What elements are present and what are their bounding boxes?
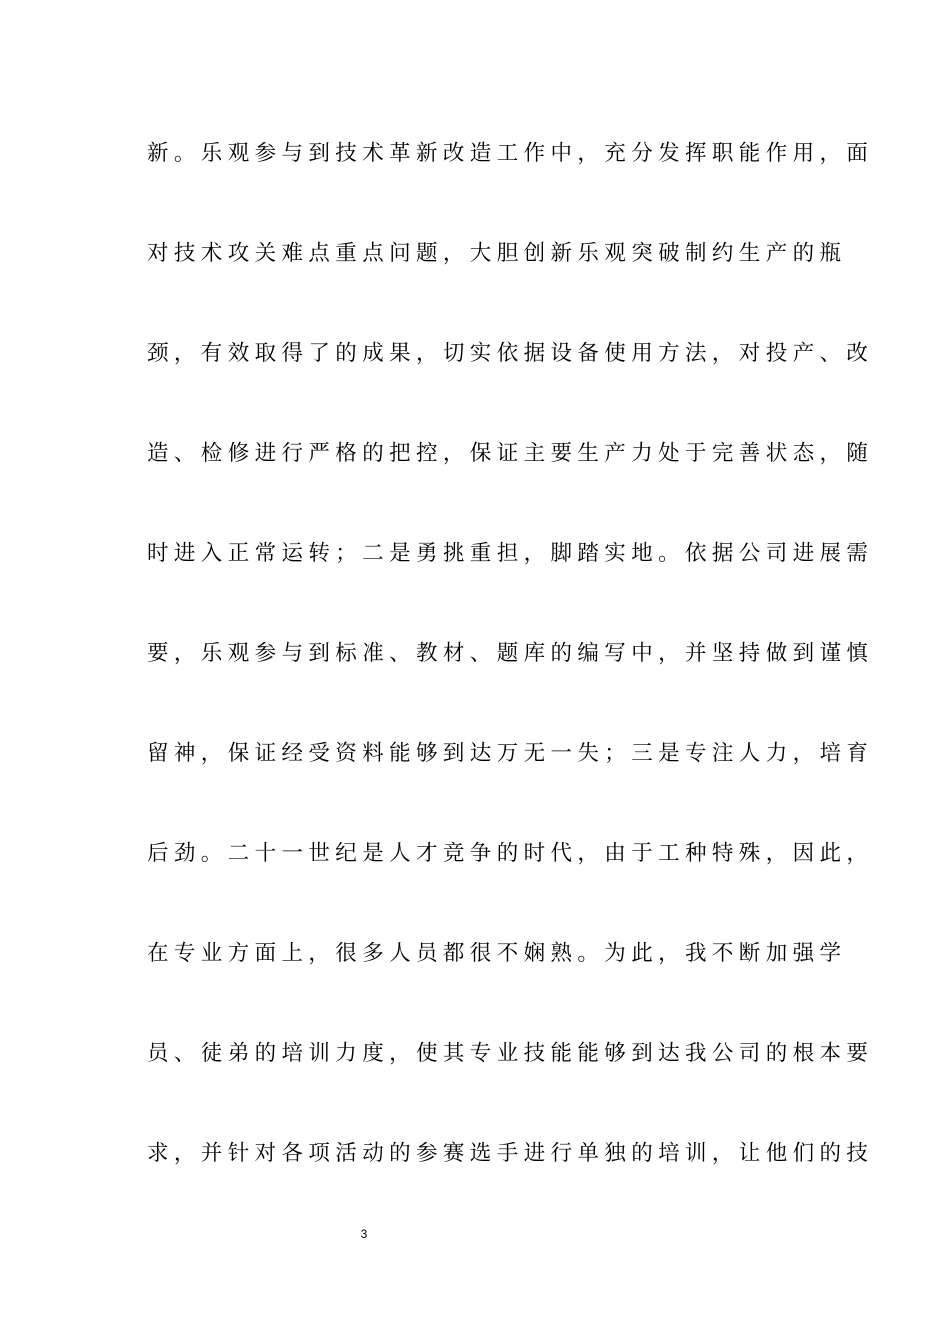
text-line-1: 新。乐观参与到技术革新改造工作中，充分发挥职能作用，面 <box>147 141 874 166</box>
body-text <box>147 132 874 1232</box>
text-line-10: 员、徒弟的培训力度，使其专业技能能够到达我公司的根本要 <box>147 1041 874 1066</box>
text-line-11: 求，并针对各项活动的参赛选手进行单独的培训，让他们的技 <box>147 1141 874 1166</box>
text-line-6: 要，乐观参与到标准、教材、题库的编写中，并坚持做到谨慎 <box>147 641 874 666</box>
text-line-2: 对技术攻关难点重点问题，大胆创新乐观突破制约生产的瓶 <box>147 241 847 266</box>
text-line-7: 留神，保证经受资料能够到达万无一失；三是专注人力，培育 <box>147 741 874 766</box>
page-number: 3 <box>360 1227 368 1241</box>
text-line-4: 造、检修进行严格的把控，保证主要生产力处于完善状态，随 <box>147 441 874 466</box>
text-line-8: 后劲。二十一世纪是人才竞争的时代，由于工种特殊，因此， <box>147 841 874 866</box>
text-line-9: 在专业方面上，很多人员都很不娴熟。为此，我不断加强学 <box>147 941 847 966</box>
text-line-3: 颈，有效取得了的成果，切实依据设备使用方法，对投产、改 <box>147 341 874 366</box>
text-line-5: 时进入正常运转；二是勇挑重担，脚踏实地。依据公司进展需 <box>147 541 874 566</box>
